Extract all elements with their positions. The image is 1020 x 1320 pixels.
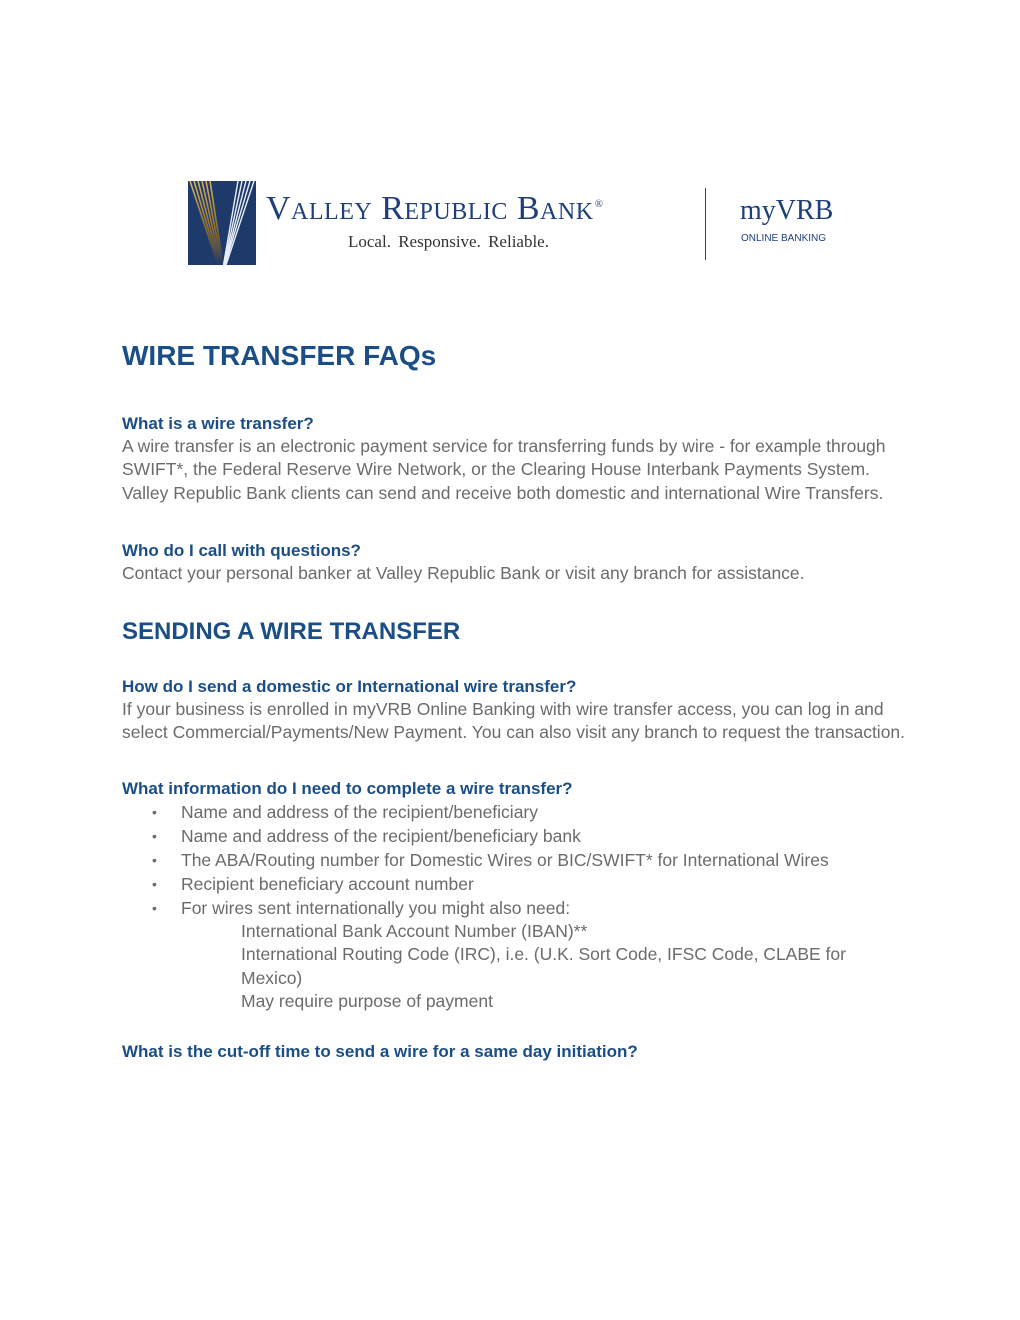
bullet-icon: • — [152, 827, 157, 844]
online-banking-label: ONLINE BANKING — [741, 233, 827, 244]
valley-republic-bank-logo-icon — [188, 181, 256, 265]
bank-name-text: Valley Republic Bank — [266, 190, 594, 227]
bullet-icon: • — [152, 803, 157, 820]
bullet-icon: • — [152, 875, 157, 892]
bank-name — [266, 190, 686, 228]
list-item — [122, 824, 912, 848]
section-title: SENDING A WIRE TRANSFER — [122, 618, 461, 646]
registered-mark: ® — [594, 198, 604, 210]
faq-question: Who do I call with questions? — [122, 540, 361, 560]
list-item-text: The ABA/Routing number for Domestic Wires or BIC/SWIFT* for International Wires — [181, 849, 829, 870]
bullet-icon: • — [152, 899, 157, 916]
bullet-icon: • — [152, 851, 157, 868]
list-item-text: Name and address of the recipient/beneficiary bank — [181, 825, 581, 846]
sub-list-item: International Bank Account Number (IBAN)** — [241, 920, 588, 941]
faq-question: What is the cut-off time to send a wire for a same day initiation? — [122, 1041, 638, 1061]
sub-list-item: International Routing Code (IRC), i.e. (U.K. Sort Code, IFSC Code, CLABE for Mexico) — [241, 944, 846, 988]
page-title: WIRE TRANSFER FAQs — [122, 340, 437, 371]
faq-question: What information do I need to complete a wire transfer? — [122, 778, 573, 798]
myvrb-logo-text: myVRB — [740, 195, 834, 226]
list-item-text: Recipient beneficiary account number — [181, 873, 474, 894]
header-divider — [705, 188, 706, 260]
faq-answer: If your business is enrolled in myVRB Online Banking with wire transfer access, you can log in and select Commercial/Payments/New Payment. You can also visit any branch to request the transaction. — [122, 699, 906, 743]
faq-question: How do I send a domestic or International wire transfer? — [122, 677, 577, 697]
list-item — [122, 872, 912, 896]
faq-answer: A wire transfer is an electronic payment service for transferring funds by wire - for example through SWIFT*, the Federal Reserve Wire Network, or the Clearing House Interbank Payments System. Valley Republic Bank clients can send and receive both domestic and international Wire Transfers. — [122, 436, 886, 503]
list-item-text: For wires sent internationally you might also need: — [181, 897, 571, 918]
list-item — [122, 896, 912, 920]
list-item — [122, 848, 912, 872]
list-item-text: Name and address of the recipient/beneficiary — [181, 801, 539, 822]
faq-answer: Contact your personal banker at Valley Republic Bank or visit any branch for assistance. — [122, 562, 805, 583]
faq-document — [122, 338, 912, 1063]
bank-tagline: Local. Responsive. Reliable. — [348, 232, 549, 251]
requirements-list — [122, 800, 912, 920]
faq-question: What is a wire transfer? — [122, 414, 314, 433]
list-item — [122, 800, 912, 824]
sub-list-item: May require purpose of payment — [241, 991, 493, 1012]
